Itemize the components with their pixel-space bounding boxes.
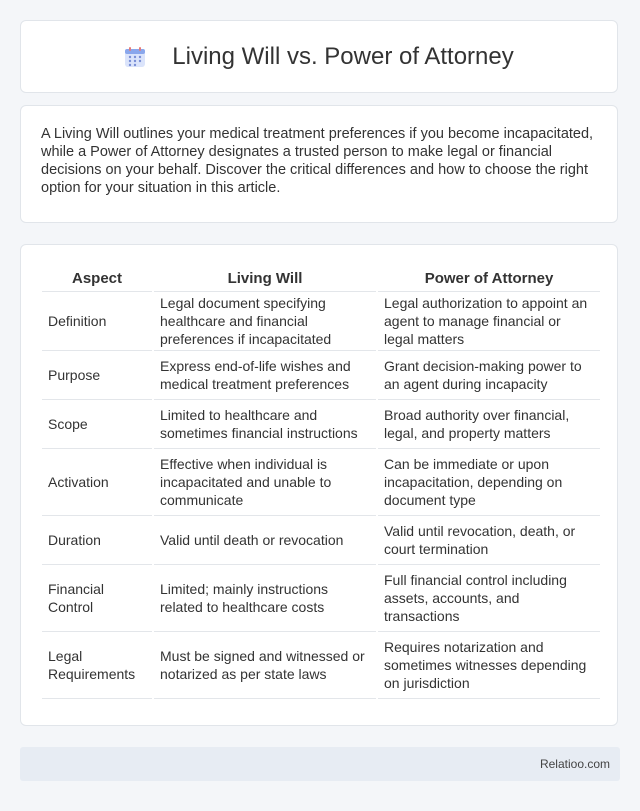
table-row (42, 516, 600, 565)
page-title-wrap (124, 43, 513, 71)
row-living-will: Legal document specifying healthcare and financial preferences if incapacitated (154, 292, 376, 351)
comparison-card (20, 244, 618, 726)
title-card (20, 20, 618, 93)
header-living-will: Living Will (154, 265, 376, 292)
intro-card (20, 105, 618, 223)
row-power-of-attorney: Can be immediate or upon incapacitation, depending on document type (378, 449, 600, 516)
row-power-of-attorney: Valid until revocation, death, or court termination (378, 516, 600, 565)
comparison-table (40, 265, 602, 699)
calendar-icon (124, 46, 146, 68)
table-row (42, 449, 600, 516)
table-row (42, 565, 600, 632)
table-row (42, 400, 600, 449)
page-title: Living Will vs. Power of Attorney (172, 42, 514, 70)
row-aspect: Scope (42, 400, 152, 449)
row-power-of-attorney: Legal authorization to appoint an agent to manage financial or legal matters (378, 292, 600, 351)
intro-text: A Living Will outlines your medical treatment preferences if you become incapacitated, while a Power of Attorney designates a trusted person to make legal or financial decisions on your behalf. Discover the critical differences and how to choose the right option for your situation in this article. (41, 126, 594, 196)
row-aspect: Purpose (42, 351, 152, 400)
footer-brand: Relatioo.com (539, 757, 610, 771)
row-power-of-attorney: Broad authority over financial, legal, and property matters (378, 400, 600, 449)
header-power-of-attorney: Power of Attorney (378, 265, 600, 292)
header-aspect: Aspect (42, 265, 152, 292)
footer (20, 747, 620, 781)
row-aspect: Duration (42, 516, 152, 565)
table-row (42, 292, 600, 351)
row-aspect: Financial Control (42, 565, 152, 632)
row-living-will: Limited to healthcare and sometimes financial instructions (154, 400, 376, 449)
row-living-will: Express end-of-life wishes and medical treatment preferences (154, 351, 376, 400)
row-aspect: Definition (42, 292, 152, 351)
row-living-will: Effective when individual is incapacitated and unable to communicate (154, 449, 376, 516)
row-power-of-attorney: Grant decision-making power to an agent during incapacity (378, 351, 600, 400)
table-row (42, 351, 600, 400)
row-aspect: Activation (42, 449, 152, 516)
row-living-will: Must be signed and witnessed or notarized as per state laws (154, 632, 376, 699)
table-row (42, 632, 600, 699)
row-power-of-attorney: Full financial control including assets, accounts, and transactions (378, 565, 600, 632)
row-power-of-attorney: Requires notarization and sometimes witnesses depending on jurisdiction (378, 632, 600, 699)
row-aspect: Legal Requirements (42, 632, 152, 699)
row-living-will: Valid until death or revocation (154, 516, 376, 565)
table-header-row (42, 265, 600, 292)
row-living-will: Limited; mainly instructions related to healthcare costs (154, 565, 376, 632)
